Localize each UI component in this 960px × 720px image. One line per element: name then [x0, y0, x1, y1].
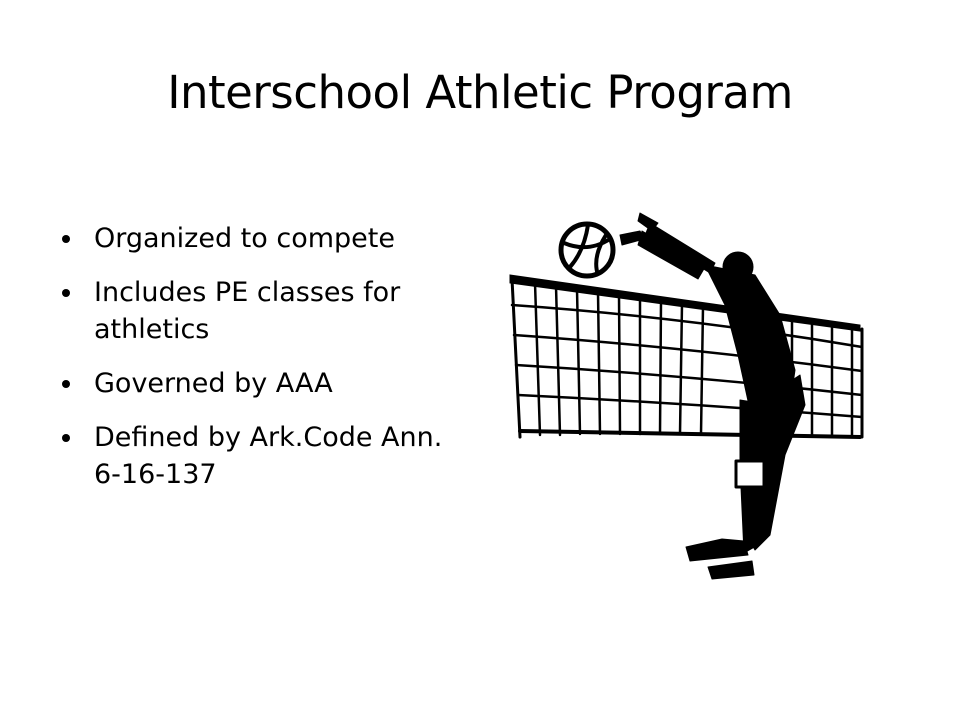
bullet-text: Defined by Ark.Code Ann. 6-16-137: [94, 422, 443, 490]
bullet-item: [60, 220, 460, 257]
bullet-item: [60, 365, 460, 402]
player-silhouette-icon: [620, 213, 805, 579]
net-icon: [510, 275, 862, 437]
slide-title: Interschool Athletic Program: [167, 66, 793, 119]
volleyball-icon: [561, 224, 613, 276]
bullet-text: Governed by AAA: [94, 368, 333, 399]
bullet-list: [60, 220, 460, 510]
bullet-dot-icon: [62, 434, 70, 442]
volleyball-player-icon: [500, 205, 870, 585]
bullet-item: [60, 274, 460, 348]
bullet-dot-icon: [62, 380, 70, 388]
bullet-item: [60, 419, 460, 493]
bullet-text: Includes PE classes for athletics: [94, 277, 401, 345]
bullet-dot-icon: [62, 235, 70, 243]
bullet-text: Organized to compete: [94, 223, 395, 254]
bullet-dot-icon: [62, 289, 70, 297]
